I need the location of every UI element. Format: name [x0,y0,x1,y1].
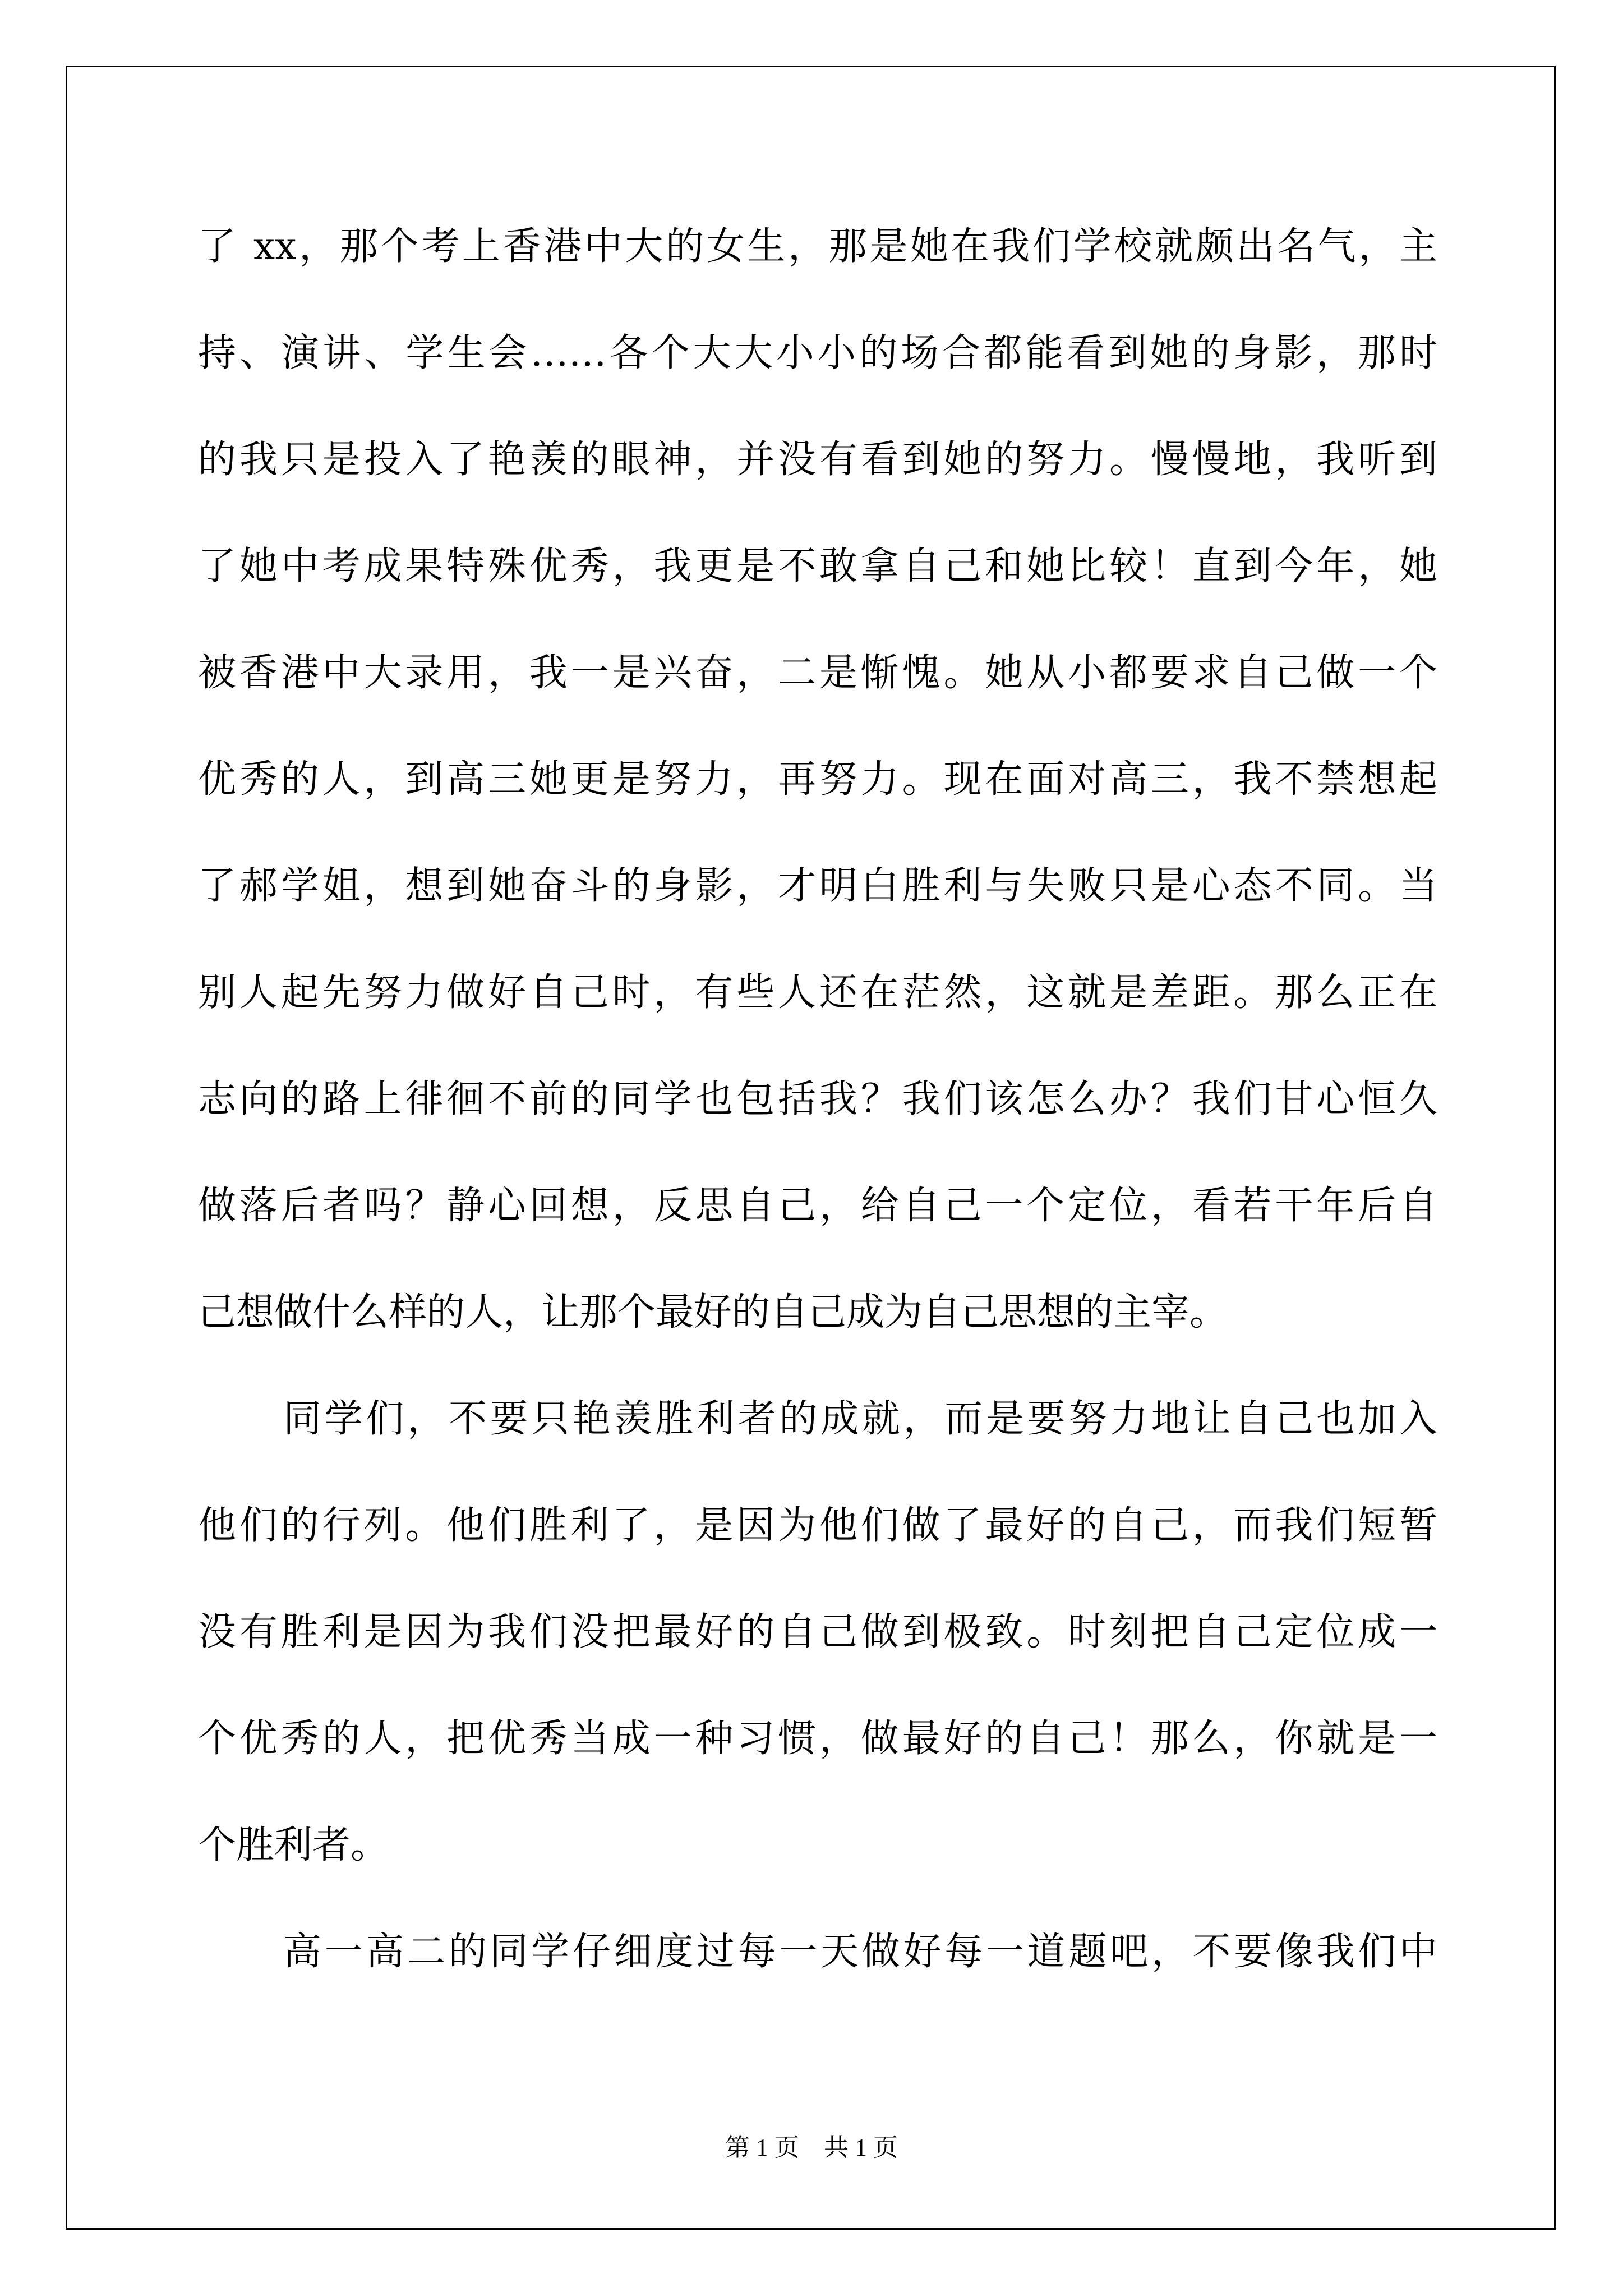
paragraph-start-line: 同学们，不要只艳羡胜利者的成就，而是要努力地让自己也加入 [283,1397,1437,1441]
text-line: 别人起先努力做好自己时，有些人还在茫然，这就是差距。那么正在 [198,970,1437,1015]
text-line: 了她中考成果特殊优秀，我更是不敢拿自己和她比较！直到今年，她 [198,544,1437,588]
paragraph-end-line: 己想做什么样的人，让那个最好的自己成为自己思想的主宰。 [198,1290,1228,1335]
page-footer: 第 1 页 共 1 页 [725,2134,898,2161]
text-line: 志向的路上徘徊不前的同学也包括我？我们该怎么办？我们甘心恒久 [198,1077,1437,1121]
text-line: 的我只是投入了艳羡的眼神，并没有看到她的努力。慢慢地，我听到 [198,438,1437,482]
text-line: 优秀的人，到高三她更是努力，再努力。现在面对高三，我不禁想起 [198,757,1437,802]
text-line: 被香港中大录用，我一是兴奋，二是惭愧。她从小都要求自己做一个 [198,651,1437,695]
text-line: 没有胜利是因为我们没把最好的自己做到极致。时刻把自己定位成一 [198,1610,1437,1654]
document-body [198,216,1437,2028]
text-line: 个优秀的人，把优秀当成一种习惯，做最好的自己！那么，你就是一 [198,1717,1437,1761]
text-line: 他们的行列。他们胜利了，是因为他们做了最好的自己，而我们短暂 [198,1503,1437,1548]
text-line: 了郝学姐，想到她奋斗的身影，才明白胜利与失败只是心态不同。当 [198,864,1437,908]
text-line: 持、演讲、学生会……各个大大小小的场合都能看到她的身影，那时 [198,331,1437,375]
text-line: 了 xx，那个考上香港中大的女生，那是她在我们学校就颇出名气，主 [198,224,1437,269]
paragraph-end-line: 个胜利者。 [198,1823,389,1867]
paragraph-start-line: 高一高二的同学仔细度过每一天做好每一道题吧，不要像我们中 [283,1930,1437,1974]
text-line: 做落后者吗？静心回想，反思自己，给自己一个定位，看若干年后自 [198,1184,1437,1228]
